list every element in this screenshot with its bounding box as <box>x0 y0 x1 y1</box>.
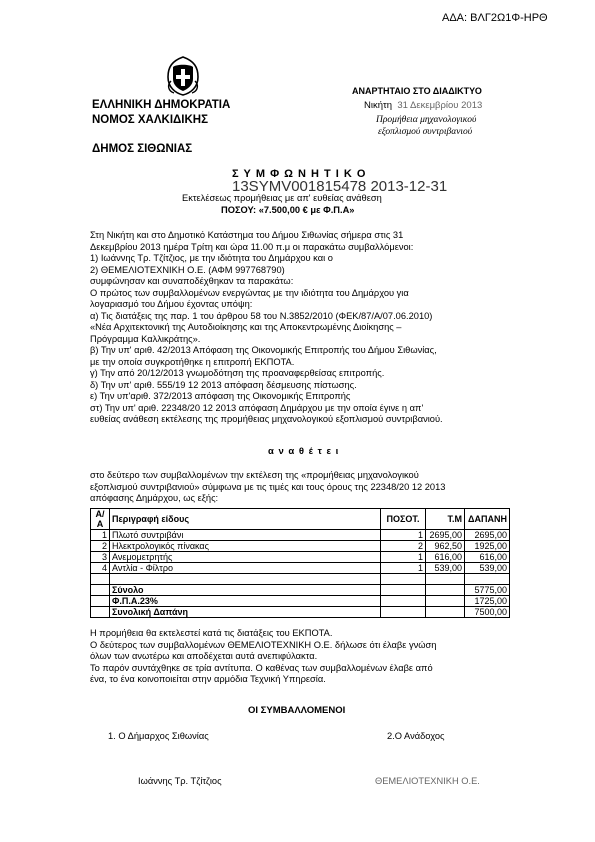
header-cell: Α/Α <box>91 509 110 530</box>
cell: Αντλία - Φίλτρο <box>110 563 381 574</box>
subtotal-label: Σύνολο <box>110 585 381 596</box>
body-line: ε) Την υπ'αριθ. 372/2013 απόφαση της Οικονομικής Επιτροπής <box>90 391 351 401</box>
closing-line: Το παρόν συντάχθηκε σε τρία αντίτυπα. Ο καθένας των συμβαλλομένων έλαβε από <box>90 662 433 673</box>
closing-line: ένα, το ένα κοινοποιείται στην αρμόδια Τεχνική Υπηρεσία. <box>90 674 326 684</box>
contract-title: Σ Υ Μ Φ Ω Ν Η Τ Ι Κ Ο <box>232 168 367 180</box>
assign-line: εξοπλισμού συντριβανιού» σύμφωνα με τις τιμές και τους όρους της 22348/20 12 2013 <box>90 481 446 492</box>
body-line: α) Τις διατάξεις της παρ. 1 του άρθρου 58 του Ν.3852/2010 (ΦΕΚ/87/Α/07.06.2010) <box>90 310 433 321</box>
greek-emblem-icon <box>162 55 204 97</box>
cell: 1 <box>381 552 426 563</box>
cell <box>381 607 426 618</box>
table-total-row <box>91 607 510 618</box>
cell: 3 <box>91 552 110 563</box>
body-line: Δεκεμβρίου 2013 ημέρα Τρίτη και ώρα 11.00 π.μ οι παρακάτω συμβαλλόμενοι: <box>90 241 414 252</box>
issuer-republic: ΕΛΛΗΝΙΚΗ ΔΗΜΟΚΡΑΤΙΑ <box>92 99 231 111</box>
assign-line: απόφασης Δημάρχου, ως εξής: <box>90 493 219 503</box>
closing-line: Ο δεύτερος των συμβαλλομένων ΘΕΜΕΛΙΟΤΕΧΝΙΚΗ Ο.Ε. δήλωσε ότι έλαβε γνώση <box>90 639 437 650</box>
amount-label: ΠΟΣΟΥ: <box>221 205 257 215</box>
cell: 2 <box>381 541 426 552</box>
cell: 4 <box>91 563 110 574</box>
body-line: συμφώνησαν και συναποδέχθηκαν τα παρακάτω: <box>90 276 294 286</box>
contract-amount <box>221 205 354 215</box>
signatures-heading: ΟΙ ΣΥΜΒΑΛΛΟΜΕΝΟΙ <box>248 705 346 716</box>
cell: 1 <box>381 563 426 574</box>
amount-value: «7.500,00 € με Φ.Π.Α» <box>258 205 355 215</box>
header-cell: ΔΑΠΑΝΗ <box>465 509 510 530</box>
cell: 1 <box>91 530 110 541</box>
total-value: 7500,00 <box>465 607 510 618</box>
body-line: γ) Την από 20/12/2013 γνωμοδότηση της προαναφερθείσας επιτροπής. <box>90 368 385 378</box>
cell <box>381 596 426 607</box>
table-subtotal-row <box>91 585 510 596</box>
cell <box>91 574 110 585</box>
closing-line: Η προμήθεια θα εκτελεστεί κατά τις διατάξεις του ΕΚΠΟΤΑ. <box>90 628 333 638</box>
cell <box>426 585 465 596</box>
closing-text <box>90 628 436 686</box>
table-row <box>91 541 510 552</box>
cell <box>381 585 426 596</box>
cell <box>426 596 465 607</box>
table-row <box>91 552 510 563</box>
contract-subtitle: Εκτελέσεως προμήθειας με απ' ευθείας ανάθεση <box>182 193 382 203</box>
body-line: Ο πρώτος των συμβαλλομένων ενεργώντας με την ιδιότητα του Δημάρχου για <box>90 287 409 298</box>
cell: 616,00 <box>426 552 465 563</box>
body-line: στ) Την υπ' αριθ. 22348/20 12 2013 απόφαση Δημάρχου με την οποία έγινε η απ' <box>90 402 424 413</box>
cell: 539,00 <box>426 563 465 574</box>
cell: 2695,00 <box>426 530 465 541</box>
posting-date: 31 Δεκεμβρίου 2013 <box>397 100 483 111</box>
cell <box>426 607 465 618</box>
cell: Πλωτό συντριβάνι <box>110 530 381 541</box>
body-line: Πρόγραμμα Καλλικράτης». <box>90 333 201 344</box>
body-line: 1) Ιωάννης Τρ. Τζίτζιος, με την ιδιότητα του Δημάρχου και ο <box>90 253 333 263</box>
cell: 1925,00 <box>465 541 510 552</box>
issuer-prefecture: ΝΟΜΟΣ ΧΑΛΚΙΔΙΚΗΣ <box>92 114 208 126</box>
vat-value: 1725,00 <box>465 596 510 607</box>
cell: 962,50 <box>426 541 465 552</box>
cell: 616,00 <box>465 552 510 563</box>
body-line: με την οποία συγκροτήθηκε η επιτροπή ΕΚΠΟΤΑ. <box>90 356 295 367</box>
body-line: λογαριασμό του Δήμου έχοντας υπόψη: <box>90 299 253 309</box>
mayor-name: Ιωάννης Τρ. Τζίτζιος <box>138 776 222 786</box>
cell <box>381 574 426 585</box>
header-cell: Τ.Μ <box>426 509 465 530</box>
body-line: β) Την υπ' αριθ. 42/2013 Απόφαση της Οικονομικής Επιτροπής του Δήμου Σιθωνίας, <box>90 345 437 355</box>
table-vat-row <box>91 596 510 607</box>
cell: 2695,00 <box>465 530 510 541</box>
table-row <box>91 530 510 541</box>
assign-heading: α ν α θ έ τ ε ι <box>268 446 340 457</box>
items-table <box>90 508 510 618</box>
body-line: δ) Την υπ' αριθ. 555/19 12 2013 απόφαση δέσμευσης πίστωσης. <box>90 379 357 390</box>
cell <box>91 585 110 596</box>
cell: 539,00 <box>465 563 510 574</box>
posting-title: ΑΝΑΡΤΗΤΑΙΟ ΣΤΟ ΔΙΑΔΙΚΤΥΟ <box>352 86 482 96</box>
total-label: Συνολική Δαπάνη <box>110 607 381 618</box>
table-header-row <box>91 509 510 530</box>
body-line: ευθείας ανάθεση εκτέλεσης της προμήθειας μηχανολογικού εξοπλισμού συντριβανιού. <box>90 414 443 424</box>
posting-place: Νικήτη <box>364 100 393 111</box>
cell: Ανεμομετρητής <box>110 552 381 563</box>
cell: Ηλεκτρολογικός πίνακας <box>110 541 381 552</box>
contractor-role: 2.Ο Ανάδοχος <box>387 731 445 741</box>
vat-label: Φ.Π.Α.23% <box>110 596 381 607</box>
posting-subject-2: εξοπλισμού συντριβανιού <box>378 127 473 137</box>
cell <box>91 596 110 607</box>
ada-code: ΑΔΑ: ΒΛΓ2Ω1Φ-ΗΡΘ <box>442 12 548 24</box>
header-cell: Περιγραφή είδους <box>110 509 381 530</box>
table-row <box>91 563 510 574</box>
subtotal-value: 5775,00 <box>465 585 510 596</box>
cell: 1 <box>381 530 426 541</box>
cell <box>91 607 110 618</box>
contract-body <box>90 230 443 426</box>
issuer-municipality: ΔΗΜΟΣ ΣΙΘΩΝΙΑΣ <box>92 143 193 155</box>
cell: 2 <box>91 541 110 552</box>
body-line: 2) ΘΕΜΕΛΙΟΤΕΧΝΙΚΗ Ο.Ε. (ΑΦΜ 997768790) <box>90 264 285 275</box>
header-cell: ΠΟΣΟΤ. <box>381 509 426 530</box>
registry-stamp: 13SYMV001815478 2013-12-31 <box>232 178 448 195</box>
closing-line: όλων των ανωτέρω και αποδέχεται αυτά ανεπιφύλακτα. <box>90 651 318 661</box>
posting-place-date <box>364 100 482 111</box>
mayor-role: 1. Ο Δήμαρχος Σιθωνίας <box>108 731 209 741</box>
body-line: Στη Νικήτη και στο Δημοτικό Κατάστημα του Δήμου Σιθωνίας σήμερα στις 31 <box>90 230 404 240</box>
posting-subject-1: Προμήθεια μηχανολογικού <box>376 115 477 125</box>
body-line: «Νέα Αρχιτεκτονική της Αυτοδιοίκησης και της Αποκεντρωμένης Διοίκησης – <box>90 322 402 332</box>
table-row-empty <box>91 574 510 585</box>
cell <box>465 574 510 585</box>
assign-line: στο δεύτερο των συμβαλλομένων την εκτέλεση της «προμήθειας μηχανολογικού <box>90 470 419 480</box>
cell <box>110 574 381 585</box>
contractor-name: ΘΕΜΕΛΙΟΤΕΧΝΙΚΗ Ο.Ε. <box>375 776 480 786</box>
cell <box>426 574 465 585</box>
assign-text <box>90 470 445 505</box>
